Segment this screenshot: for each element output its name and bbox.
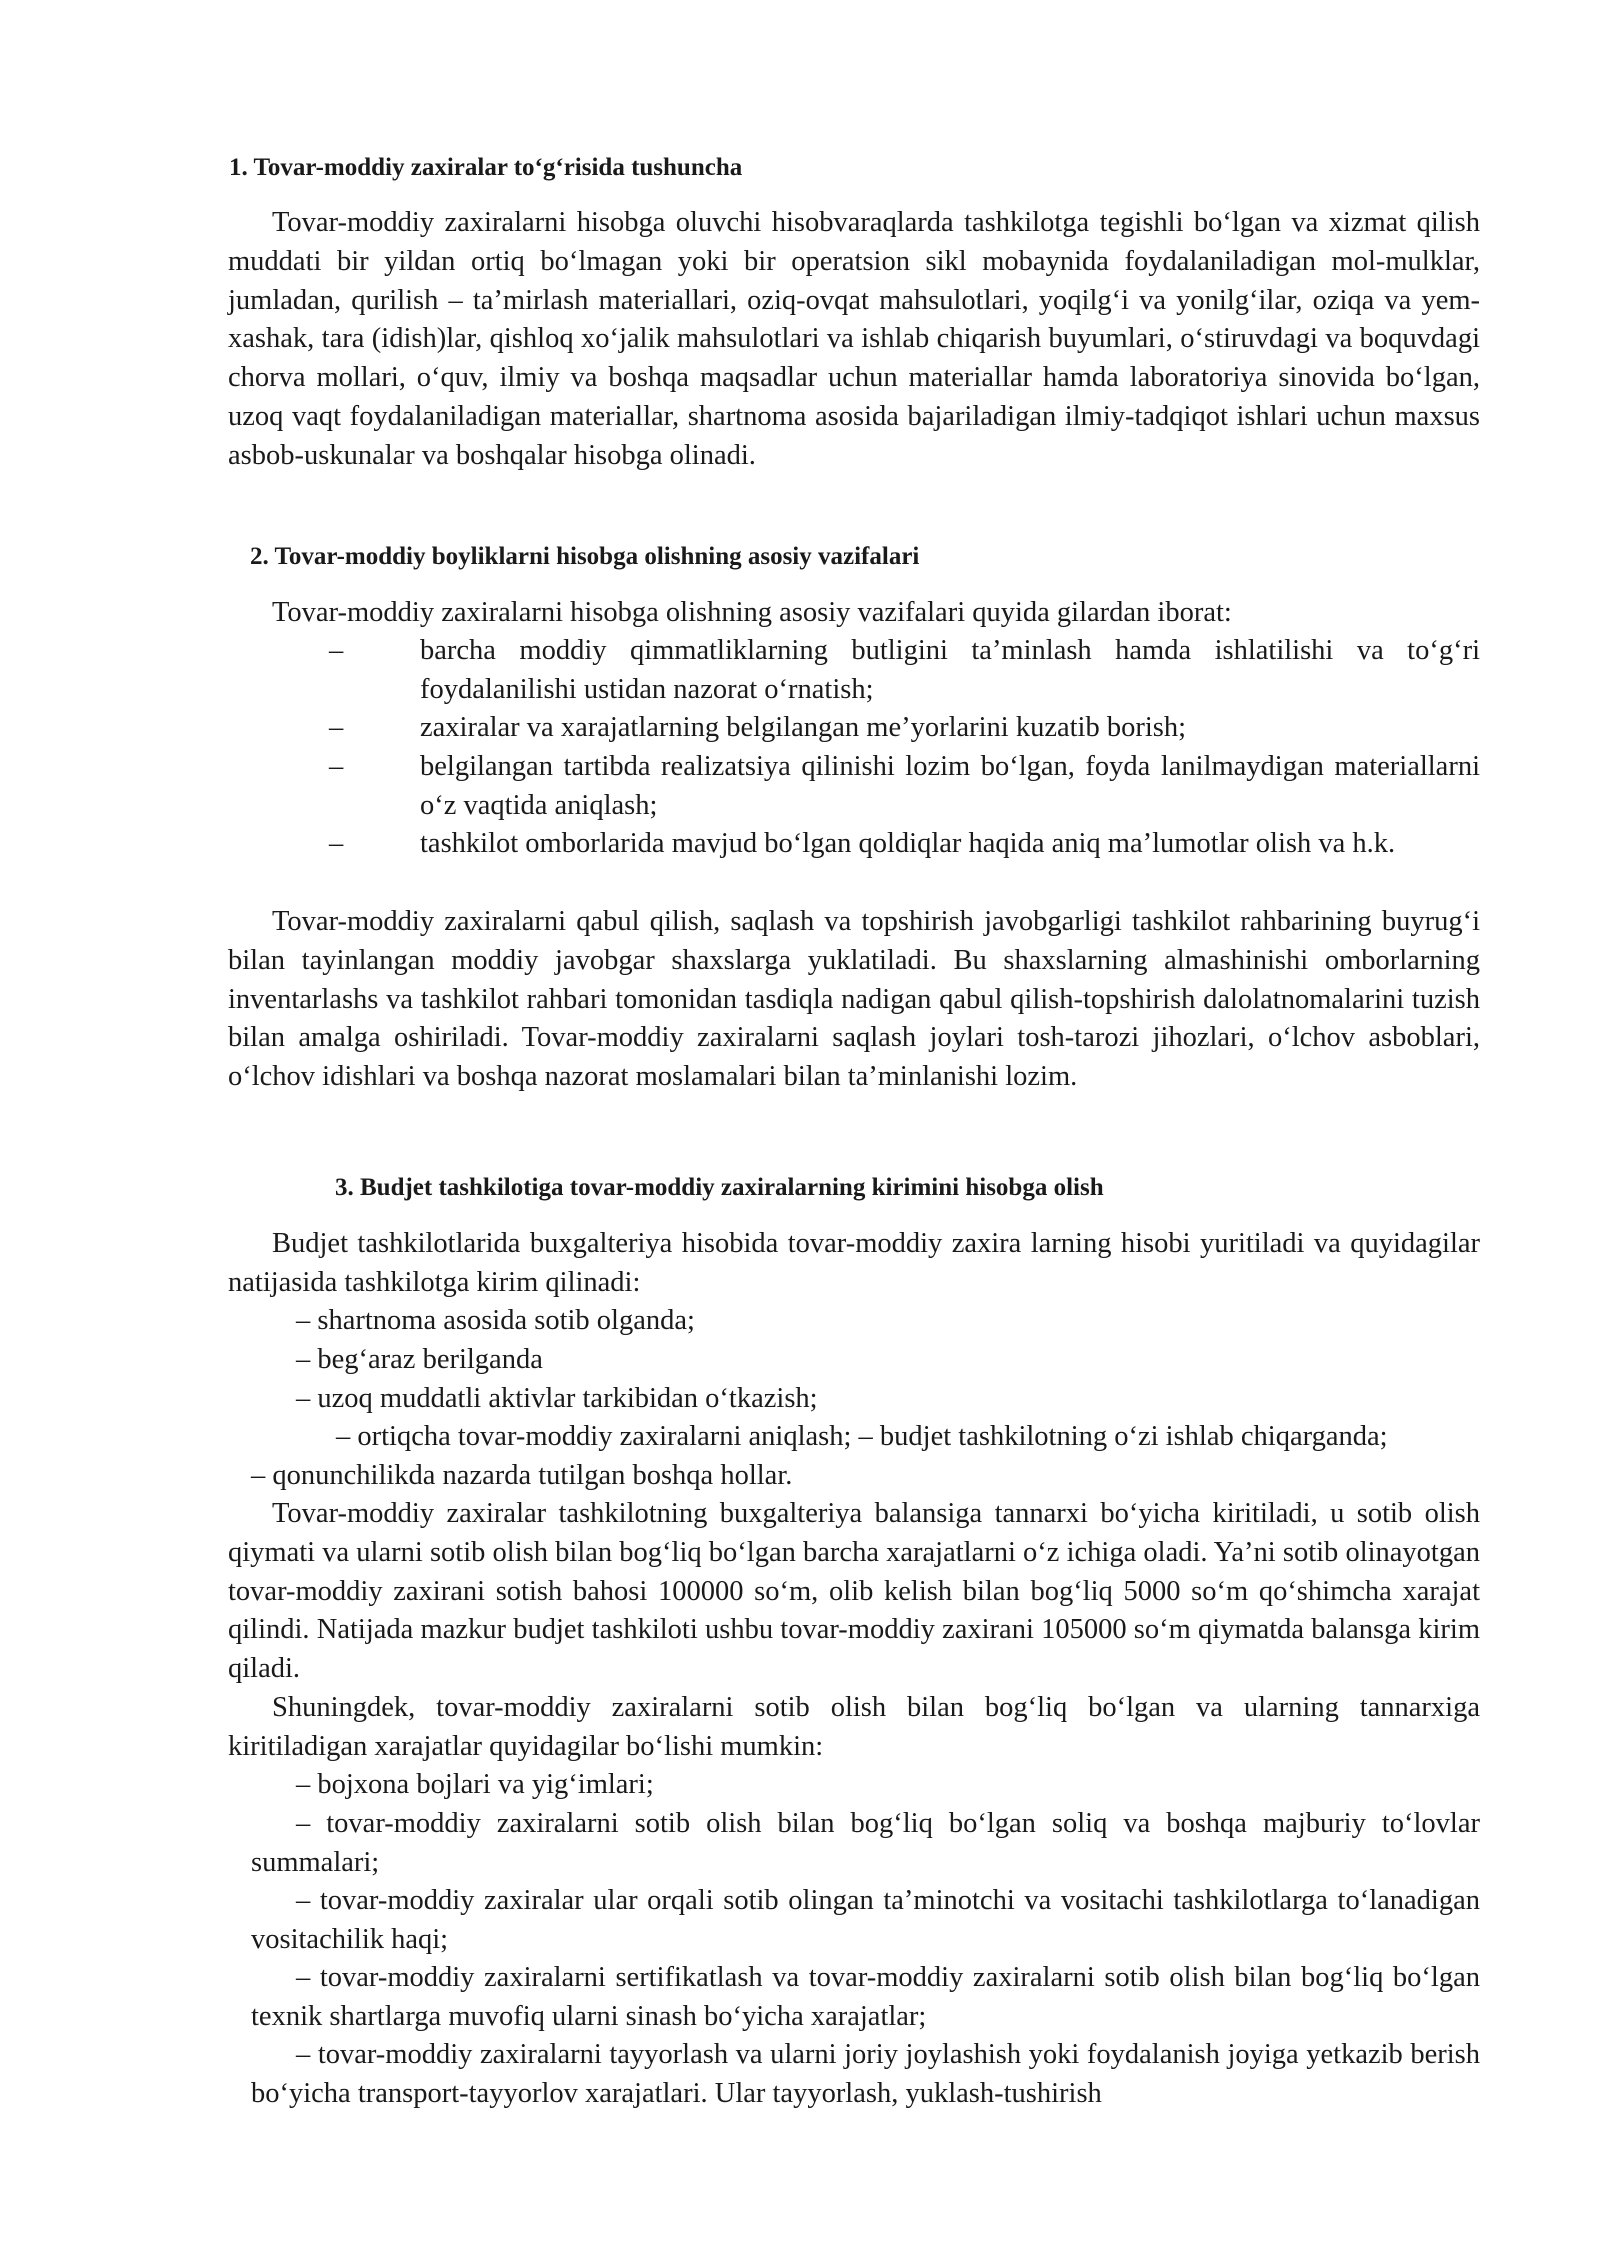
section-3-cost-item: – bojxona bojlari va yig‘imlari;: [296, 1769, 654, 1800]
list-dash: –: [329, 751, 344, 782]
list-dash: –: [329, 712, 344, 743]
list-dash: –: [329, 828, 344, 859]
section-3-cost-item: – tovar-moddiy zaxiralarni sertifikatlash va tovar-moddiy zaxiralarni sotib olish bilan bog‘liq bo‘lgan texnik shartlarga muvofiq ularni sinash bo‘yicha xarajatlar;: [251, 1962, 1480, 2032]
section-1-heading: 1. Tovar-moddiy zaxiralar to‘g‘risida tushuncha: [229, 154, 743, 181]
section-3-list-item: – beg‘araz berilganda: [296, 1344, 543, 1375]
section-3-paragraph: Tovar-moddiy zaxiralar tashkilotning buxgalteriya balansiga tannarxi bo‘yicha kiritiladi, u sotib olish qiymati va ularni sotib olish bilan bog‘liq bo‘lgan barcha xarajatlarni o‘z ichiga oladi. Ya’ni sotib olinayotgan tovar-moddiy zaxirani sotish bahosi 100000 so‘m, olib kelish bilan bog‘liq 5000 so‘m qo‘shimcha xarajat qilindi. Natijada mazkur budjet tashkiloti ushbu tovar-moddiy zaxirani 105000 so‘m qiymatda balansga kirim qiladi.: [228, 1498, 1480, 1685]
section-3-list-item: – uzoq muddatli aktivlar tarkibidan o‘tkazish;: [296, 1383, 818, 1414]
list-item-text: barcha moddiy qimmatliklarning butligini ta’minlash hamda ishlatilishi va to‘g‘ri foydalanilishi ustidan nazorat o‘rnatish;: [420, 635, 1480, 705]
section-3-cost-item: – tovar-moddiy zaxiralar ular orqali sotib olingan ta’minotchi va vositachi tashkilotlarga to‘lanadigan vositachilik haqi;: [251, 1885, 1480, 1955]
list-item-text: tashkilot omborlarida mavjud bo‘lgan qoldiqlar haqida aniq ma’lumotlar olish va h.k.: [420, 828, 1396, 859]
section-2-heading: 2. Tovar-moddiy boyliklarni hisobga olishning asosiy vazifalari: [250, 543, 920, 570]
list-item-text: zaxiralar va xarajatlarning belgilangan me’yorlarini kuzatib borish;: [420, 712, 1187, 743]
section-3-list-item: – ortiqcha tovar-moddiy zaxiralarni aniqlash; – budjet tashkilotning o‘zi ishlab chiqarganda;: [336, 1421, 1388, 1452]
section-1-paragraph: Tovar-moddiy zaxiralarni hisobga oluvchi hisobvaraqlarda tashkilotga tegishli bo‘lgan va xizmat qilish muddati bir yildan ortiq bo‘lmagan yoki bir operatsion sikl mobaynida foydalaniladigan mol-mulklar, jumladan, qurilish – ta’mirlash materiallari, oziq-ovqat mahsulotlari, yoqilg‘i va yonilg‘ilar, oziqa va yem-xashak, tara (idish)lar, qishloq xo‘jalik mahsulotlari va ishlab chiqarish buyumlari, o‘stiruvdagi va boquvdagi chorva mollari, o‘quv, ilmiy va boshqa maqsadlar uchun materiallar hamda laboratoriya sinovida bo‘lgan, uzoq vaqt foydalaniladigan materiallar, shartnoma asosida bajariladigan ilmiy-tadqiqot ishlari uchun maxsus asbob-uskunalar va boshqalar hisobga olinadi.: [228, 207, 1480, 471]
section-3-cost-item: – tovar-moddiy zaxiralarni sotib olish bilan bog‘liq bo‘lgan soliq va boshqa majburiy to‘lovlar summalari;: [251, 1808, 1480, 1878]
section-2-list-item: [283, 632, 1480, 710]
list-item-text: belgilangan tartibda realizatsiya qilinishi lozim bo‘lgan, foyda lanilmaydigan materiallarni o‘z vaqtida aniqlash;: [420, 751, 1480, 821]
section-3-cost-item: – tovar-moddiy zaxiralarni tayyorlash va ularni joriy joylashish yoki foydalanish joyiga yetkazib berish bo‘yicha transport-tayyorlov xarajatlari. Ular tayyorlash, yuklash-tushirish: [251, 2039, 1480, 2109]
section-2-paragraph: Tovar-moddiy zaxiralarni qabul qilish, saqlash va topshirish javobgarligi tashkilot rahbarining buyrug‘i bilan tayinlangan moddiy javobgar shaxslarga yuklatiladi. Bu shaxslarning almashinishi omborlarning inventarlashs va tashkilot rahbari tomonidan tasdiqla nadigan qabul qilish-topshirish dalolatnomalarini tuzish bilan amalga oshiriladi. Tovar-moddiy zaxiralarni saqlash joylari tosh-tarozi jihozlari, o‘lchov asboblari, o‘lchov idishlari va boshqa nazorat moslamalari bilan ta’minlanishi lozim.: [228, 906, 1480, 1093]
section-2-list-item: [283, 748, 1480, 826]
section-2-list-item: [283, 709, 1480, 748]
section-3-paragraph: Shuningdek, tovar-moddiy zaxiralarni sotib olish bilan bog‘liq bo‘lgan va ularning tannarxiga kiritiladigan xarajatlar quyidagilar bo‘lishi mumkin:: [228, 1692, 1480, 1762]
section-3-list-item: – shartnoma asosida sotib olganda;: [296, 1305, 695, 1336]
section-2-intro: Tovar-moddiy zaxiralarni hisobga olishning asosiy vazifalari quyida gilardan iborat:: [272, 597, 1232, 628]
section-3-intro: Budjet tashkilotlarida buxgalteriya hisobida tovar-moddiy zaxira larning hisobi yuritiladi va quyidagilar natijasida tashkilotga kirim qilinadi:: [228, 1228, 1480, 1298]
section-2-list-item: [283, 825, 1480, 864]
list-dash: –: [329, 635, 344, 666]
section-3-list-item: – qonunchilikda nazarda tutilgan boshqa hollar.: [251, 1460, 793, 1491]
section-3-heading: 3. Budjet tashkilotiga tovar-moddiy zaxiralarning kirimini hisobga olish: [335, 1174, 1104, 1201]
